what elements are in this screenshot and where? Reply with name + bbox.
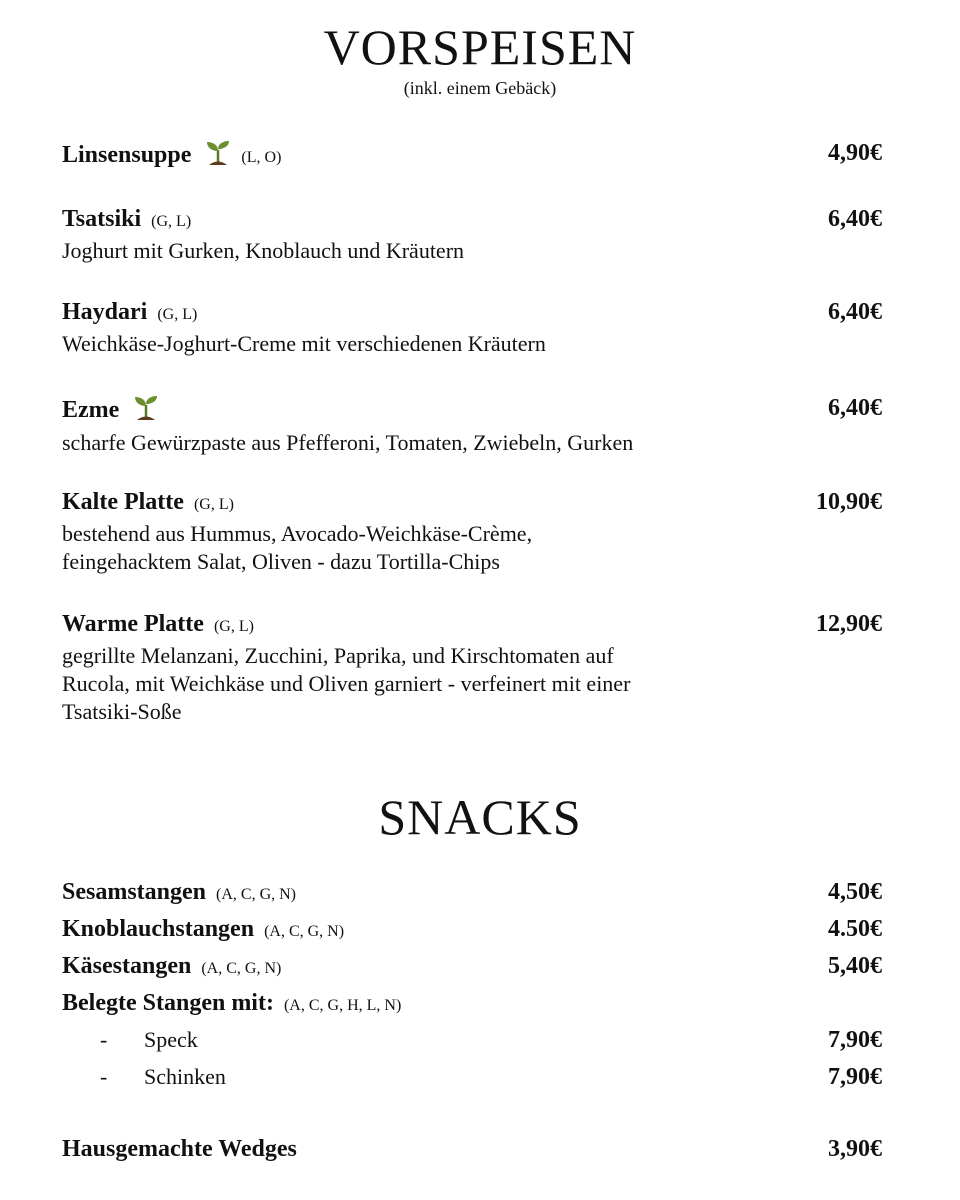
item-allergens: (G, L) — [157, 306, 198, 323]
menu-item-wedges — [62, 1134, 882, 1164]
menu-item-kalte-platte — [62, 487, 882, 576]
menu-item-belegte-stangen — [62, 988, 882, 1021]
menu-subitem-speck — [100, 1025, 882, 1055]
item-description: scharfe Gewürzpaste aus Pfefferoni, Tomaten, Zwiebeln, Gurken — [62, 430, 634, 455]
item-description: feingehacktem Salat, Oliven - dazu Tortilla-Chips — [62, 549, 500, 574]
item-price: 6,40€ — [828, 299, 882, 325]
item-name: Knoblauchstangen — [62, 916, 255, 942]
item-description: Joghurt mit Gurken, Knoblauch und Kräutern — [62, 238, 465, 263]
item-allergens: (A, C, G, N) — [264, 923, 345, 940]
item-description: bestehend aus Hummus, Avocado-Weichkäse-Crème, — [62, 521, 533, 546]
item-name: Haydari — [62, 299, 148, 325]
menu-item-tsatsiki — [62, 204, 882, 265]
item-allergens: (A, C, G, N) — [201, 960, 282, 977]
item-name: Hausgemachte Wedges — [62, 1136, 297, 1162]
item-price: 7,90€ — [828, 1064, 882, 1090]
list-dash: - — [100, 1027, 108, 1052]
menu-item-warme-platte — [62, 609, 882, 726]
item-description: Tsatsiki-Soße — [62, 699, 182, 724]
item-name: Belegte Stangen mit: — [62, 990, 274, 1016]
item-allergens: (L, O) — [241, 149, 282, 166]
item-price: 3,90€ — [828, 1136, 882, 1162]
subitem-name: Speck — [144, 1027, 198, 1052]
section-title-vorspeisen: VORSPEISEN — [323, 19, 637, 75]
menu-item-linsensuppe — [62, 138, 882, 174]
subitem-name: Schinken — [144, 1064, 226, 1089]
item-description: gegrillte Melanzani, Zucchini, Paprika, und Kirschtomaten auf — [62, 643, 614, 668]
item-price: 7,90€ — [828, 1027, 882, 1053]
sprout-icon — [133, 393, 159, 429]
section-subtitle: (inkl. einem Gebäck) — [403, 78, 557, 98]
item-allergens: (A, C, G, N) — [216, 886, 297, 903]
item-name: Käsestangen — [62, 953, 192, 979]
item-price: 6,40€ — [828, 206, 882, 232]
item-name: Sesamstangen — [62, 879, 207, 905]
menu-item-ezme — [62, 393, 882, 457]
item-description: Rucola, mit Weichkäse und Oliven garniert - verfeinert mit einer — [62, 671, 631, 696]
item-price: 4,50€ — [828, 879, 882, 905]
item-name: Tsatsiki — [62, 206, 142, 232]
item-allergens: (G, L) — [193, 496, 234, 513]
menu-item-haydari — [62, 297, 882, 358]
item-price: 5,40€ — [828, 953, 882, 979]
item-price: 12,90€ — [816, 611, 882, 637]
section-title-snacks: SNACKS — [378, 789, 582, 845]
item-price: 6,40€ — [828, 395, 882, 421]
menu-item-knoblauchstangen — [62, 914, 882, 947]
item-name: Ezme — [62, 397, 120, 423]
sprout-icon — [205, 138, 231, 174]
item-description: Weichkäse-Joghurt-Creme mit verschiedenen Kräutern — [62, 331, 546, 356]
menu-item-sesamstangen — [62, 877, 882, 910]
item-name: Warme Platte — [62, 611, 204, 637]
menu-item-kaesestangen — [62, 951, 882, 984]
item-allergens: (A, C, G, H, L, N) — [283, 997, 402, 1014]
item-price: 4,90€ — [828, 140, 882, 166]
menu-subitem-schinken — [100, 1062, 882, 1092]
item-name: Kalte Platte — [62, 489, 184, 515]
item-price: 10,90€ — [816, 489, 882, 515]
item-allergens: (G, L) — [213, 618, 254, 635]
list-dash: - — [100, 1064, 108, 1089]
item-name: Linsensuppe — [62, 142, 192, 168]
item-allergens: (G, L) — [151, 213, 192, 230]
item-price: 4.50€ — [828, 916, 882, 942]
